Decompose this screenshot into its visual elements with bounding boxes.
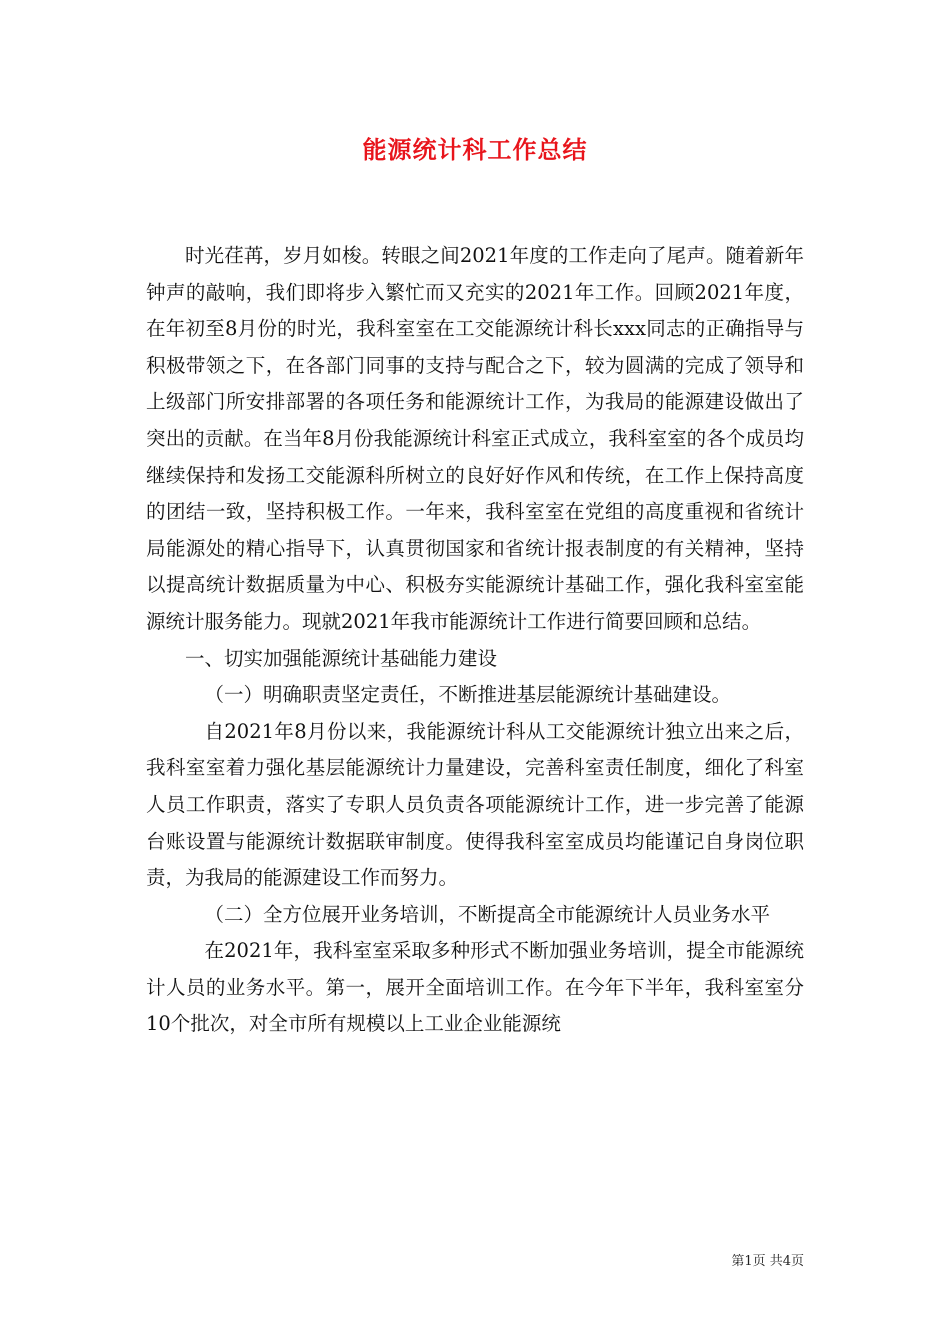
paragraph-subsection-1: 自2021年8月份以来，我能源统计科从工交能源统计独立出来之后，我科室室着力强化基层能源统计力量建设，完善科室责任制度，细化了科室人员工作职责，落实了专职人员负责各项能源统计工作，进一步完善了能源台账设置与能源统计数据联审制度。使得我科室室成员均能谨记自身岗位职责，为我局的能源建设工作而努力。 <box>146 719 804 890</box>
paragraph-subsection-2: 在2021年，我科室室采取多种形式不断加强业务培训，提全市能源统计人员的业务水平。第一，展开全面培训工作。在今年下半年，我科室室分10个批次，对全市所有规模以上工业企业能源统 <box>146 939 804 1036</box>
section-heading-1: 一、切实加强能源统计基础能力建设 <box>185 646 498 670</box>
paragraph-intro: 时光荏苒，岁月如梭。转眼之间2021年度的工作走向了尾声。随着新年钟声的敲响，我们即将步入繁忙而又充实的2021年工作。回顾2021年度，在年初至8月份的时光，我科室室在工交能源统计科长xxx同志的正确指导与积极带领之下，在各部门同事的支持与配合之下，较为圆满的完成了领导和上级部门所安排部署的各项任务和能源统计工作，为我局的能源建设做出了突出的贡献。在当年8月份我能源统计科室正式成立，我科室室的各个成员均继续保持和发扬工交能源科所树立的良好好作风和传统，在工作上保持高度的团结一致，坚持积极工作。一年来，我科室室在党组的高度重视和省统计局能源处的精心指导下，认真贯彻国家和省统计报表制度的有关精神，坚持以提高统计数据质量为中心、积极夯实能源统计基础工作，强化我科室室能源统计服务能力。现就2021年我市能源统计工作进行简要回顾和总结。 <box>146 244 804 633</box>
subsection-heading-2: （二）全方位展开业务培训，不断提高全市能源统计人员业务水平 <box>204 902 771 926</box>
page-number: 第1页 共4页 <box>731 1254 804 1269</box>
document-title: 能源统计科工作总结 <box>362 135 588 164</box>
document-body <box>146 238 804 1043</box>
subsection-heading-1: （一）明确职责坚定责任，不断推进基层能源统计基础建设。 <box>204 683 732 707</box>
